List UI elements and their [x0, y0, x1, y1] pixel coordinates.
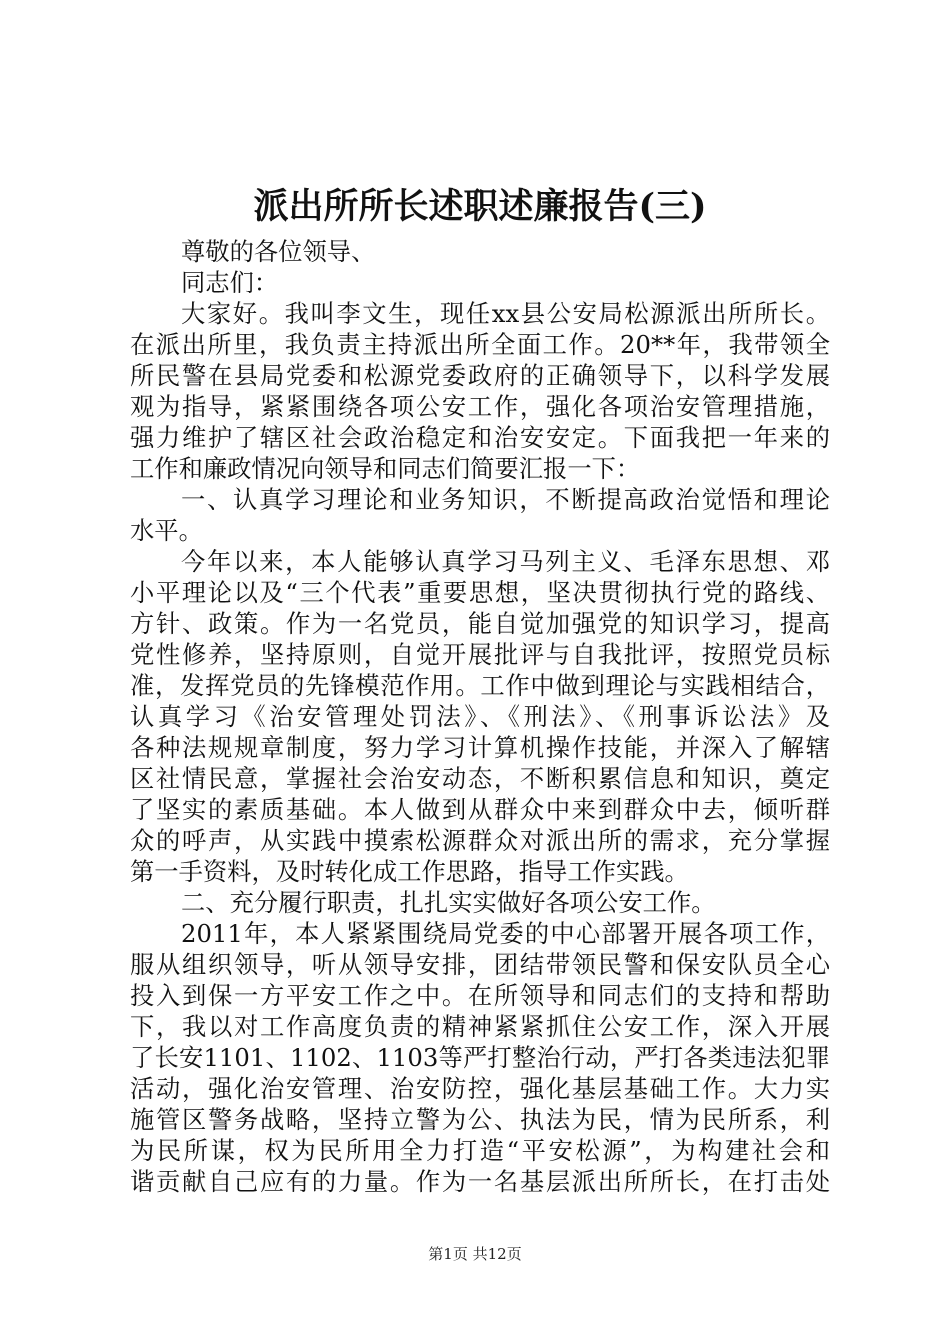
text-line: 方针、政策。作为一名党员，能自觉加强党的知识学习，提高	[130, 609, 830, 638]
text-line: 施管区警务战略，坚持立警为公、执法为民，情为民所系，利	[130, 1105, 830, 1134]
text-line: 所民警在县局党委和松源党委政府的正确领导下，以科学发展	[130, 361, 830, 390]
text-line: 今年以来，本人能够认真学习马列主义、毛泽东思想、邓	[181, 547, 830, 576]
text-line: 认真学习《治安管理处罚法》、《刑法》、《刑事诉讼法》及	[130, 702, 830, 731]
text-line: 小平理论以及“三个代表”重要思想，坚决贯彻执行党的路线、	[130, 578, 830, 607]
text-line: 在派出所里，我负责主持派出所全面工作。20**年，我带领全	[130, 330, 830, 359]
text-line: 大家好。我叫李文生，现任xx县公安局松源派出所所长。	[181, 299, 830, 328]
text-line: 2011年，本人紧紧围绕局党委的中心部署开展各项工作，	[181, 919, 830, 948]
text-line: 了长安1101、1102、1103等严打整治行动，严打各类违法犯罪	[130, 1043, 830, 1072]
text-line: 各种法规规章制度，努力学习计算机操作技能，并深入了解辖	[130, 733, 830, 762]
text-line: 强力维护了辖区社会政治稳定和治安安定。下面我把一年来的	[130, 423, 830, 452]
text-line: 尊敬的各位领导、	[181, 237, 376, 266]
text-line: 二、充分履行职责，扎扎实实做好各项公安工作。	[181, 888, 716, 917]
text-line: 同志们：	[181, 268, 279, 297]
text-line: 了坚实的素质基础。本人做到从群众中来到群众中去，倾听群	[130, 795, 830, 824]
text-line: 准，发挥党员的先锋模范作用。工作中做到理论与实践相结合，	[130, 671, 830, 700]
text-line: 工作和廉政情况向领导和同志们简要汇报一下：	[130, 454, 641, 483]
text-line: 谐贡献自己应有的力量。作为一名基层派出所所长，在打击处	[130, 1167, 830, 1196]
text-line: 一、认真学习理论和业务知识，不断提高政治觉悟和理论	[181, 485, 830, 514]
text-line: 活动，强化治安管理、治安防控，强化基层基础工作。大力实	[130, 1074, 830, 1103]
text-line: 观为指导，紧紧围绕各项公安工作，强化各项治安管理措施，	[130, 392, 830, 421]
text-line: 党性修养，坚持原则，自觉开展批评与自我批评，按照党员标	[130, 640, 830, 669]
text-line: 众的呼声，从实践中摸索松源群众对派出所的需求，充分掌握	[130, 826, 830, 855]
text-line: 下，我以对工作高度负责的精神紧紧抓住公安工作，深入开展	[130, 1012, 830, 1041]
document-title: 派出所所长述职述廉报告(三)	[253, 186, 707, 227]
page-footer: 第1页 共12页	[428, 1245, 522, 1263]
text-line: 为民所谋，权为民所用全力打造“平安松源”，为构建社会和	[130, 1136, 830, 1165]
text-line: 水平。	[130, 516, 203, 545]
text-line: 投入到保一方平安工作之中。在所领导和同志们的支持和帮助	[130, 981, 830, 1010]
text-line: 第一手资料，及时转化成工作思路，指导工作实践。	[130, 857, 689, 886]
document-body	[130, 236, 830, 1197]
text-line: 区社情民意，掌握社会治安动态，不断积累信息和知识，奠定	[130, 764, 830, 793]
text-line: 服从组织领导，听从领导安排，团结带领民警和保安队员全心	[130, 950, 830, 979]
